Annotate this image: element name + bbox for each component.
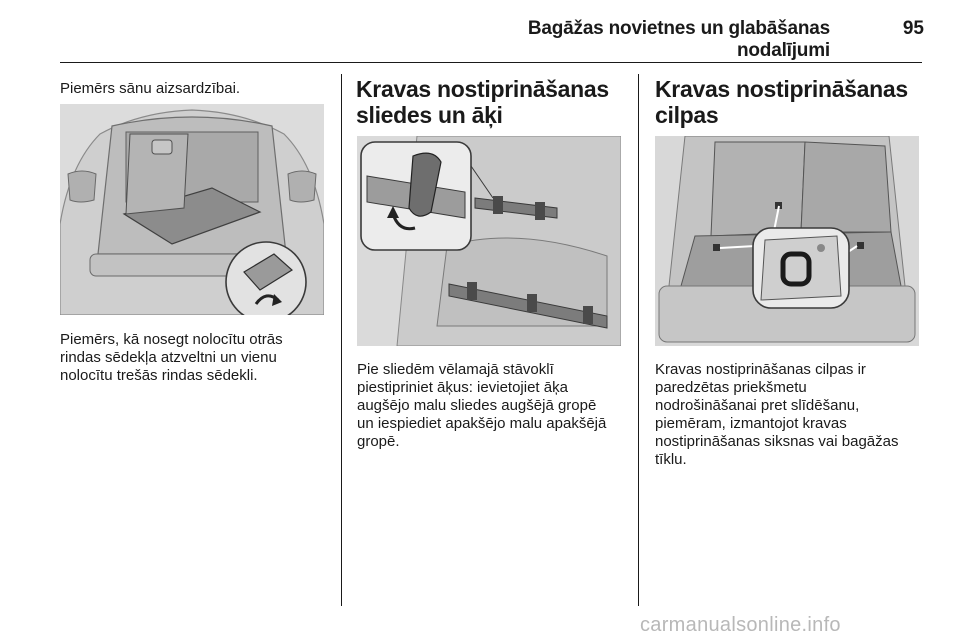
caption-line: Piemērs, kā nosegt nolocītu otrās	[60, 331, 283, 348]
heading-line: Kravas nostiprināšanas	[356, 76, 609, 102]
body-line: Pie sliedēm vēlamajā stāvoklī	[357, 361, 554, 378]
body-text-lashing-eyes	[655, 361, 945, 469]
watermark-text: carmanualsonline.info	[640, 614, 841, 636]
body-line: tīklu.	[655, 451, 687, 468]
figure-caption-side-protection: Piemērs sānu aizsardzībai.	[60, 80, 241, 97]
body-line: un iespiediet apakšējo malu apakšējā	[357, 415, 607, 432]
heading-line: cilpas	[655, 102, 719, 128]
header-rule	[60, 62, 922, 63]
caption-line: rindas sēdekļa atzveltni un vienu	[60, 349, 277, 366]
figure-caption-folded-seat	[60, 331, 335, 385]
body-line: gropē.	[357, 433, 400, 450]
section-heading-cargo-rails	[356, 76, 636, 128]
section-heading-lashing-eyes	[655, 76, 940, 128]
body-line: nostiprināšanas siksnas vai bagāžas	[655, 433, 899, 450]
heading-line: Kravas nostiprināšanas	[655, 76, 908, 102]
caption-line: nolocītu trešās rindas sēdekli.	[60, 367, 258, 384]
car-trunk-folded-seat-illustration	[60, 104, 324, 315]
body-line: augšējo malu sliedes augšējā gropē	[357, 397, 597, 414]
body-text-cargo-rails	[357, 361, 635, 451]
heading-line: sliedes un āķi	[356, 102, 503, 128]
body-line: piemēram, izmantojot kravas	[655, 415, 847, 432]
cargo-rail-hook-illustration	[357, 136, 621, 346]
column-divider-left	[341, 74, 342, 606]
cargo-lashing-eye-illustration	[655, 136, 919, 346]
body-line: Kravas nostiprināšanas cilpas ir	[655, 361, 866, 378]
body-line: piestipriniet āķus: ievietojiet āķa	[357, 379, 568, 396]
column-divider-right	[638, 74, 639, 606]
running-header-title: Bagāžas novietnes un glabāšanas nodalījumi	[527, 18, 830, 61]
page-number: 95	[902, 18, 924, 39]
body-line: paredzētas priekšmetu	[655, 379, 807, 396]
body-line: nodrošināšanai pret slīdēšanu,	[655, 397, 860, 414]
